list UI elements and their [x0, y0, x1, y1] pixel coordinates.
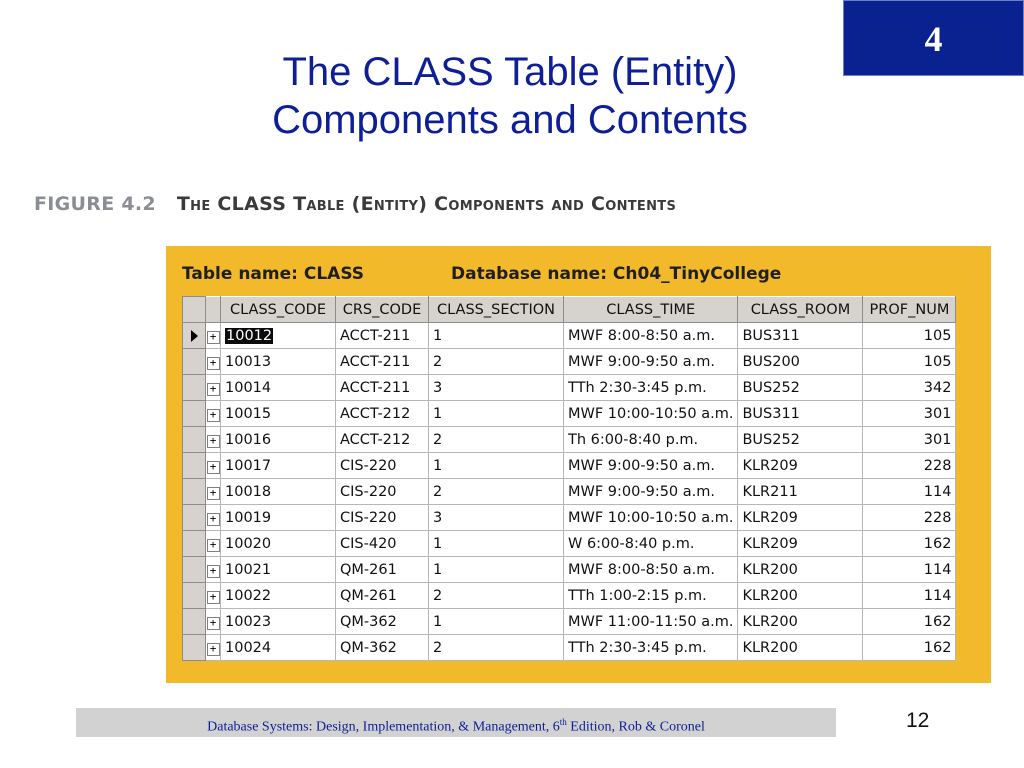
cell-class-time[interactable] [564, 427, 738, 453]
cell-class-section-value: 3 [433, 509, 443, 526]
cell-class-code-value: 10024 [225, 639, 272, 656]
row-selector[interactable] [183, 531, 206, 557]
cell-class-section-value: 1 [433, 327, 443, 344]
cell-crs-code-value: ACCT-211 [340, 327, 411, 344]
row-expander[interactable] [206, 635, 221, 661]
row-selector[interactable] [183, 453, 206, 479]
database-name-label: Database name: Ch04_TinyCollege [451, 264, 782, 284]
cell-class-section-value: 1 [433, 561, 443, 578]
cell-class-section[interactable] [429, 531, 564, 557]
cell-class-room-value: KLR200 [742, 561, 798, 578]
cell-class-code-value: 10012 [226, 327, 273, 344]
slide-title-line-2: Components and Contents [272, 98, 748, 142]
table-row[interactable] [183, 557, 956, 583]
cell-prof-num[interactable] [863, 557, 956, 583]
cell-class-time[interactable] [564, 557, 738, 583]
cell-crs-code[interactable] [336, 505, 429, 531]
cell-crs-code-value: ACCT-212 [340, 431, 411, 448]
row-expander[interactable] [206, 531, 221, 557]
cell-prof-num[interactable] [863, 323, 956, 349]
cell-class-time-value: MWF 9:00-9:50 a.m. [568, 353, 715, 370]
row-selector[interactable] [183, 323, 206, 349]
table-row[interactable] [183, 609, 956, 635]
table-row[interactable] [183, 635, 956, 661]
row-selector[interactable] [183, 505, 206, 531]
column-header-prof-num[interactable]: PROF_NUM [863, 297, 956, 323]
cell-crs-code[interactable] [336, 557, 429, 583]
row-selector[interactable] [183, 427, 206, 453]
footer-superscript: th [559, 717, 567, 727]
cell-class-room-value: KLR200 [742, 587, 798, 604]
cell-class-code[interactable] [221, 583, 336, 609]
cell-class-code-value: 10022 [225, 587, 272, 604]
cell-class-section[interactable] [429, 583, 564, 609]
cell-crs-code[interactable] [336, 609, 429, 635]
figure-caption [34, 193, 794, 215]
cell-crs-code-value: ACCT-211 [340, 353, 411, 370]
cell-class-section[interactable] [429, 375, 564, 401]
cell-class-room-value: KLR211 [742, 483, 798, 500]
cell-class-time-value: MWF 8:00-8:50 a.m. [568, 327, 715, 344]
expand-plus-icon[interactable]: + [207, 565, 220, 578]
cell-class-time-value: MWF 9:00-9:50 a.m. [568, 483, 715, 500]
cell-class-code-value: 10016 [225, 431, 272, 448]
cell-prof-num[interactable] [863, 427, 956, 453]
class-datasheet [182, 296, 956, 661]
cell-crs-code[interactable] [336, 427, 429, 453]
cell-class-room-value: KLR200 [742, 613, 798, 630]
header-row [183, 297, 956, 323]
cell-class-time[interactable] [564, 401, 738, 427]
cell-class-room[interactable] [738, 349, 863, 375]
cell-class-section[interactable] [429, 401, 564, 427]
row-expander[interactable] [206, 583, 221, 609]
row-selector[interactable] [183, 479, 206, 505]
cell-class-time-value: MWF 9:00-9:50 a.m. [568, 457, 715, 474]
table-row[interactable] [183, 323, 956, 349]
expand-plus-icon[interactable]: + [207, 643, 220, 656]
column-header-class-code[interactable]: CLASS_CODE [221, 297, 336, 323]
cell-class-room[interactable] [738, 557, 863, 583]
cell-prof-num-value: 342 [923, 379, 952, 396]
page-number: 12 [906, 709, 930, 732]
row-selector[interactable] [183, 609, 206, 635]
cell-class-section[interactable] [429, 505, 564, 531]
footer-text-start: Database Systems: Design, Implementation, & Management, 6 [207, 719, 560, 735]
cell-class-code[interactable] [221, 401, 336, 427]
cell-class-room[interactable] [738, 583, 863, 609]
cell-prof-num[interactable] [863, 401, 956, 427]
cell-class-section[interactable] [429, 557, 564, 583]
cell-class-room[interactable] [738, 375, 863, 401]
cell-class-time[interactable] [564, 609, 738, 635]
corner-selector[interactable] [183, 297, 206, 323]
row-expander[interactable] [206, 479, 221, 505]
cell-class-section[interactable] [429, 323, 564, 349]
cell-class-code[interactable] [221, 349, 336, 375]
row-expander[interactable] [206, 609, 221, 635]
cell-crs-code-value: CIS-220 [340, 457, 397, 474]
cell-class-code[interactable] [221, 505, 336, 531]
cell-prof-num-value: 228 [923, 509, 952, 526]
cell-class-time[interactable] [564, 349, 738, 375]
footer-citation [76, 708, 836, 737]
cell-crs-code[interactable] [336, 401, 429, 427]
cell-prof-num-value: 162 [923, 613, 952, 630]
cell-crs-code-value: ACCT-212 [340, 405, 411, 422]
cell-class-code-value: 10018 [225, 483, 272, 500]
cell-class-code[interactable] [221, 479, 336, 505]
cell-crs-code-value: QM-362 [340, 613, 397, 630]
expand-plus-icon[interactable]: + [207, 409, 220, 422]
chapter-number-badge: 4 [843, 0, 1024, 76]
datasheet-body [183, 323, 956, 661]
cell-class-room-value: KLR200 [742, 639, 798, 656]
cell-class-room-value: KLR209 [742, 535, 798, 552]
cell-class-room-value: KLR209 [742, 457, 798, 474]
cell-prof-num-value: 105 [923, 327, 952, 344]
cell-crs-code[interactable] [336, 531, 429, 557]
cell-prof-num-value: 162 [923, 639, 952, 656]
cell-class-room-value: BUS311 [742, 327, 800, 344]
cell-prof-num-value: 114 [923, 587, 952, 604]
cell-prof-num-value: 301 [923, 405, 952, 422]
cell-class-time[interactable] [564, 453, 738, 479]
column-header-class-room[interactable]: CLASS_ROOM [738, 297, 863, 323]
table-row[interactable] [183, 505, 956, 531]
row-selector[interactable] [183, 635, 206, 661]
cell-class-time[interactable] [564, 375, 738, 401]
cell-class-code[interactable] [221, 557, 336, 583]
cell-crs-code-value: CIS-220 [340, 483, 397, 500]
cell-crs-code[interactable] [336, 635, 429, 661]
cell-crs-code[interactable] [336, 349, 429, 375]
slide-title-line-1: The CLASS Table (Entity) [282, 50, 738, 94]
cell-class-room[interactable] [738, 401, 863, 427]
cell-class-section-value: 2 [433, 353, 443, 370]
expand-plus-icon[interactable]: + [207, 487, 220, 500]
expand-plus-icon[interactable]: + [207, 513, 220, 526]
cell-class-time[interactable] [564, 531, 738, 557]
table-name-label: Table name: CLASS [182, 264, 365, 284]
cell-class-section[interactable] [429, 635, 564, 661]
cell-class-section[interactable] [429, 453, 564, 479]
cell-class-code[interactable] [221, 453, 336, 479]
column-header-class-time[interactable]: CLASS_TIME [564, 297, 738, 323]
cell-class-time-value: MWF 10:00-10:50 a.m. [568, 509, 734, 526]
cell-crs-code[interactable] [336, 323, 429, 349]
row-expander[interactable] [206, 375, 221, 401]
current-record-arrow-icon [191, 330, 198, 342]
cell-class-section-value: 1 [433, 405, 443, 422]
row-expander[interactable] [206, 505, 221, 531]
table-row[interactable] [183, 375, 956, 401]
cell-class-time-value: Th 6:00-8:40 p.m. [568, 431, 699, 448]
cell-prof-num-value: 105 [923, 353, 952, 370]
cell-prof-num-value: 301 [923, 431, 952, 448]
cell-prof-num[interactable] [863, 583, 956, 609]
figure-title: The CLASS Table (Entity) Components and Contents [176, 193, 677, 215]
cell-prof-num[interactable] [863, 375, 956, 401]
cell-prof-num-value: 114 [923, 561, 952, 578]
expand-plus-icon[interactable]: + [207, 591, 220, 604]
cell-class-room-value: BUS200 [742, 353, 800, 370]
cell-class-section[interactable] [429, 427, 564, 453]
column-header-class-section[interactable]: CLASS_SECTION [429, 297, 564, 323]
cell-class-code-value: 10015 [225, 405, 272, 422]
figure-number: FIGURE 4.2 [34, 193, 156, 215]
cell-class-code[interactable] [221, 323, 336, 349]
table-row[interactable] [183, 479, 956, 505]
table-row[interactable] [183, 453, 956, 479]
table-row[interactable] [183, 427, 956, 453]
cell-class-room[interactable] [738, 609, 863, 635]
cell-crs-code-value: ACCT-211 [340, 379, 411, 396]
row-selector[interactable] [183, 349, 206, 375]
cell-class-section-value: 2 [433, 483, 443, 500]
cell-class-time[interactable] [564, 323, 738, 349]
cell-class-code[interactable] [221, 609, 336, 635]
cell-class-room-value: BUS252 [742, 379, 800, 396]
cell-class-section-value: 2 [433, 587, 443, 604]
cell-class-section[interactable] [429, 609, 564, 635]
cell-prof-num-value: 162 [923, 535, 952, 552]
row-selector[interactable] [183, 583, 206, 609]
row-selector[interactable] [183, 375, 206, 401]
cell-class-code-value: 10019 [225, 509, 272, 526]
cell-crs-code[interactable] [336, 453, 429, 479]
cell-class-room[interactable] [738, 505, 863, 531]
row-expander[interactable] [206, 453, 221, 479]
cell-crs-code-value: QM-261 [340, 587, 397, 604]
cell-prof-num[interactable] [863, 505, 956, 531]
cell-prof-num[interactable] [863, 635, 956, 661]
cell-class-room[interactable] [738, 531, 863, 557]
slide-title [150, 48, 870, 144]
cell-class-code-value: 10013 [225, 353, 272, 370]
cell-class-section-value: 1 [433, 535, 443, 552]
cell-class-code[interactable] [221, 531, 336, 557]
table-row[interactable] [183, 401, 956, 427]
cell-class-section[interactable] [429, 349, 564, 375]
cell-crs-code-value: CIS-420 [340, 535, 397, 552]
row-expander[interactable] [206, 401, 221, 427]
cell-class-section-value: 2 [433, 639, 443, 656]
cell-class-room[interactable] [738, 635, 863, 661]
cell-class-time[interactable] [564, 479, 738, 505]
cell-prof-num[interactable] [863, 531, 956, 557]
cell-class-section[interactable] [429, 479, 564, 505]
expand-plus-icon[interactable]: + [207, 435, 220, 448]
cell-class-room-value: BUS252 [742, 431, 800, 448]
cell-class-section-value: 1 [433, 457, 443, 474]
cell-class-time-value: MWF 10:00-10:50 a.m. [568, 405, 734, 422]
cell-class-code[interactable] [221, 635, 336, 661]
cell-class-code-value: 10023 [225, 613, 272, 630]
expand-plus-icon[interactable]: + [207, 539, 220, 552]
row-expander[interactable] [206, 557, 221, 583]
cell-class-room[interactable] [738, 453, 863, 479]
cell-class-section-value: 1 [433, 613, 443, 630]
cell-class-time[interactable] [564, 635, 738, 661]
cell-class-room[interactable] [738, 427, 863, 453]
cell-class-time-value: W 6:00-8:40 p.m. [568, 535, 695, 552]
cell-prof-num[interactable] [863, 609, 956, 635]
cell-class-code[interactable] [221, 427, 336, 453]
cell-class-code-value: 10014 [225, 379, 272, 396]
cell-class-code[interactable] [221, 375, 336, 401]
cell-crs-code-value: QM-261 [340, 561, 397, 578]
cell-class-section-value: 2 [433, 431, 443, 448]
cell-prof-num[interactable] [863, 479, 956, 505]
cell-class-code-value: 10021 [225, 561, 272, 578]
cell-crs-code[interactable] [336, 479, 429, 505]
cell-prof-num-value: 228 [923, 457, 952, 474]
cell-class-time-value: TTh 1:00-2:15 p.m. [568, 587, 707, 604]
cell-class-time-value: MWF 8:00-8:50 a.m. [568, 561, 715, 578]
cell-class-room[interactable] [738, 323, 863, 349]
column-header-crs-code[interactable]: CRS_CODE [336, 297, 429, 323]
expand-plus-icon[interactable]: + [207, 383, 220, 396]
cell-class-time[interactable] [564, 583, 738, 609]
cell-crs-code[interactable] [336, 583, 429, 609]
cell-class-room-value: BUS311 [742, 405, 800, 422]
table-row[interactable] [183, 531, 956, 557]
cell-class-code-value: 10020 [225, 535, 272, 552]
cell-class-time-value: TTh 2:30-3:45 p.m. [568, 379, 707, 396]
cell-class-room[interactable] [738, 479, 863, 505]
row-expander[interactable] [206, 349, 221, 375]
cell-class-time[interactable] [564, 505, 738, 531]
row-selector[interactable] [183, 557, 206, 583]
row-expander[interactable] [206, 427, 221, 453]
row-selector[interactable] [183, 401, 206, 427]
expand-plus-icon[interactable]: + [207, 617, 220, 630]
footer-text-end: Edition, Rob & Coronel [566, 719, 705, 735]
expand-plus-icon[interactable]: + [207, 357, 220, 370]
cell-crs-code-value: CIS-220 [340, 509, 397, 526]
table-row[interactable] [183, 583, 956, 609]
cell-prof-num[interactable] [863, 453, 956, 479]
cell-class-code-value: 10017 [225, 457, 272, 474]
cell-class-room-value: KLR209 [742, 509, 798, 526]
table-row[interactable] [183, 349, 956, 375]
expand-plus-icon[interactable]: + [207, 331, 220, 344]
cell-prof-num[interactable] [863, 349, 956, 375]
expand-plus-icon[interactable]: + [207, 461, 220, 474]
cell-class-section-value: 3 [433, 379, 443, 396]
cell-class-time-value: MWF 11:00-11:50 a.m. [568, 613, 734, 630]
cell-crs-code[interactable] [336, 375, 429, 401]
row-expander[interactable] [206, 323, 221, 349]
cell-crs-code-value: QM-362 [340, 639, 397, 656]
expander-header [206, 297, 221, 323]
table-screenshot-panel [166, 246, 991, 683]
cell-class-time-value: TTh 2:30-3:45 p.m. [568, 639, 707, 656]
cell-prof-num-value: 114 [923, 483, 952, 500]
